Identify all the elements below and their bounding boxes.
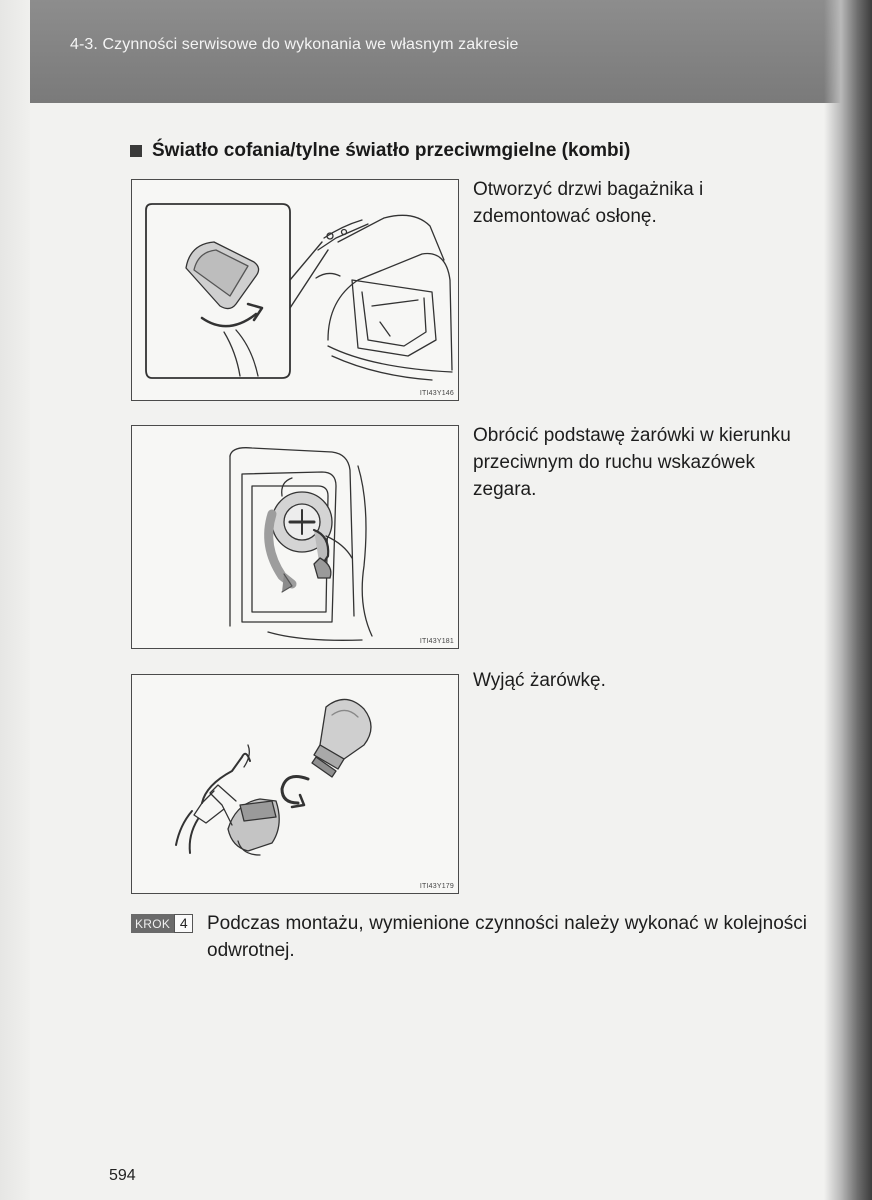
- chapter-header-title: 4-3. Czynności serwisowe do wykonania we własnym zakresie: [70, 36, 519, 53]
- section-heading-text: Światło cofania/tylne światło przeciwmgielne (kombi): [152, 140, 631, 161]
- step-1-text: Otworzyć drzwi bagażnika i zdemontować osłonę.: [473, 179, 704, 227]
- car-tailgate-cover-illustration-icon: [132, 180, 458, 400]
- step-4-number: 4: [174, 914, 193, 933]
- bulb-removal-illustration-icon: [132, 675, 458, 893]
- step-2-figure-code: ITI43Y181: [419, 638, 454, 645]
- page-binding-shadow: [824, 0, 872, 1200]
- bulb-socket-rotation-illustration-icon: [132, 426, 458, 648]
- step-4-krok-label: KROK: [131, 914, 174, 933]
- square-bullet-icon: [130, 145, 142, 157]
- step-4-text: Podczas montażu, wymienione czynności należy wykonać w kolejności odwrotnej.: [207, 913, 807, 961]
- step-1-figure: [131, 179, 459, 401]
- step-3-text: Wyjąć żarówkę.: [473, 670, 606, 691]
- step-3-figure: [131, 674, 459, 894]
- page-left-edge: [0, 0, 30, 1200]
- step-2-figure: [131, 425, 459, 649]
- step-1-figure-code: ITI43Y146: [419, 390, 454, 397]
- page-number: 594: [109, 1167, 136, 1184]
- section-heading: [130, 140, 630, 162]
- step-2-text: Obrócić podstawę żarówki w kierunku przeciwnym do ruchu wskazówek zegara.: [473, 425, 791, 500]
- step-3-figure-code: ITI43Y179: [419, 883, 454, 890]
- step-4-badge: [131, 914, 193, 933]
